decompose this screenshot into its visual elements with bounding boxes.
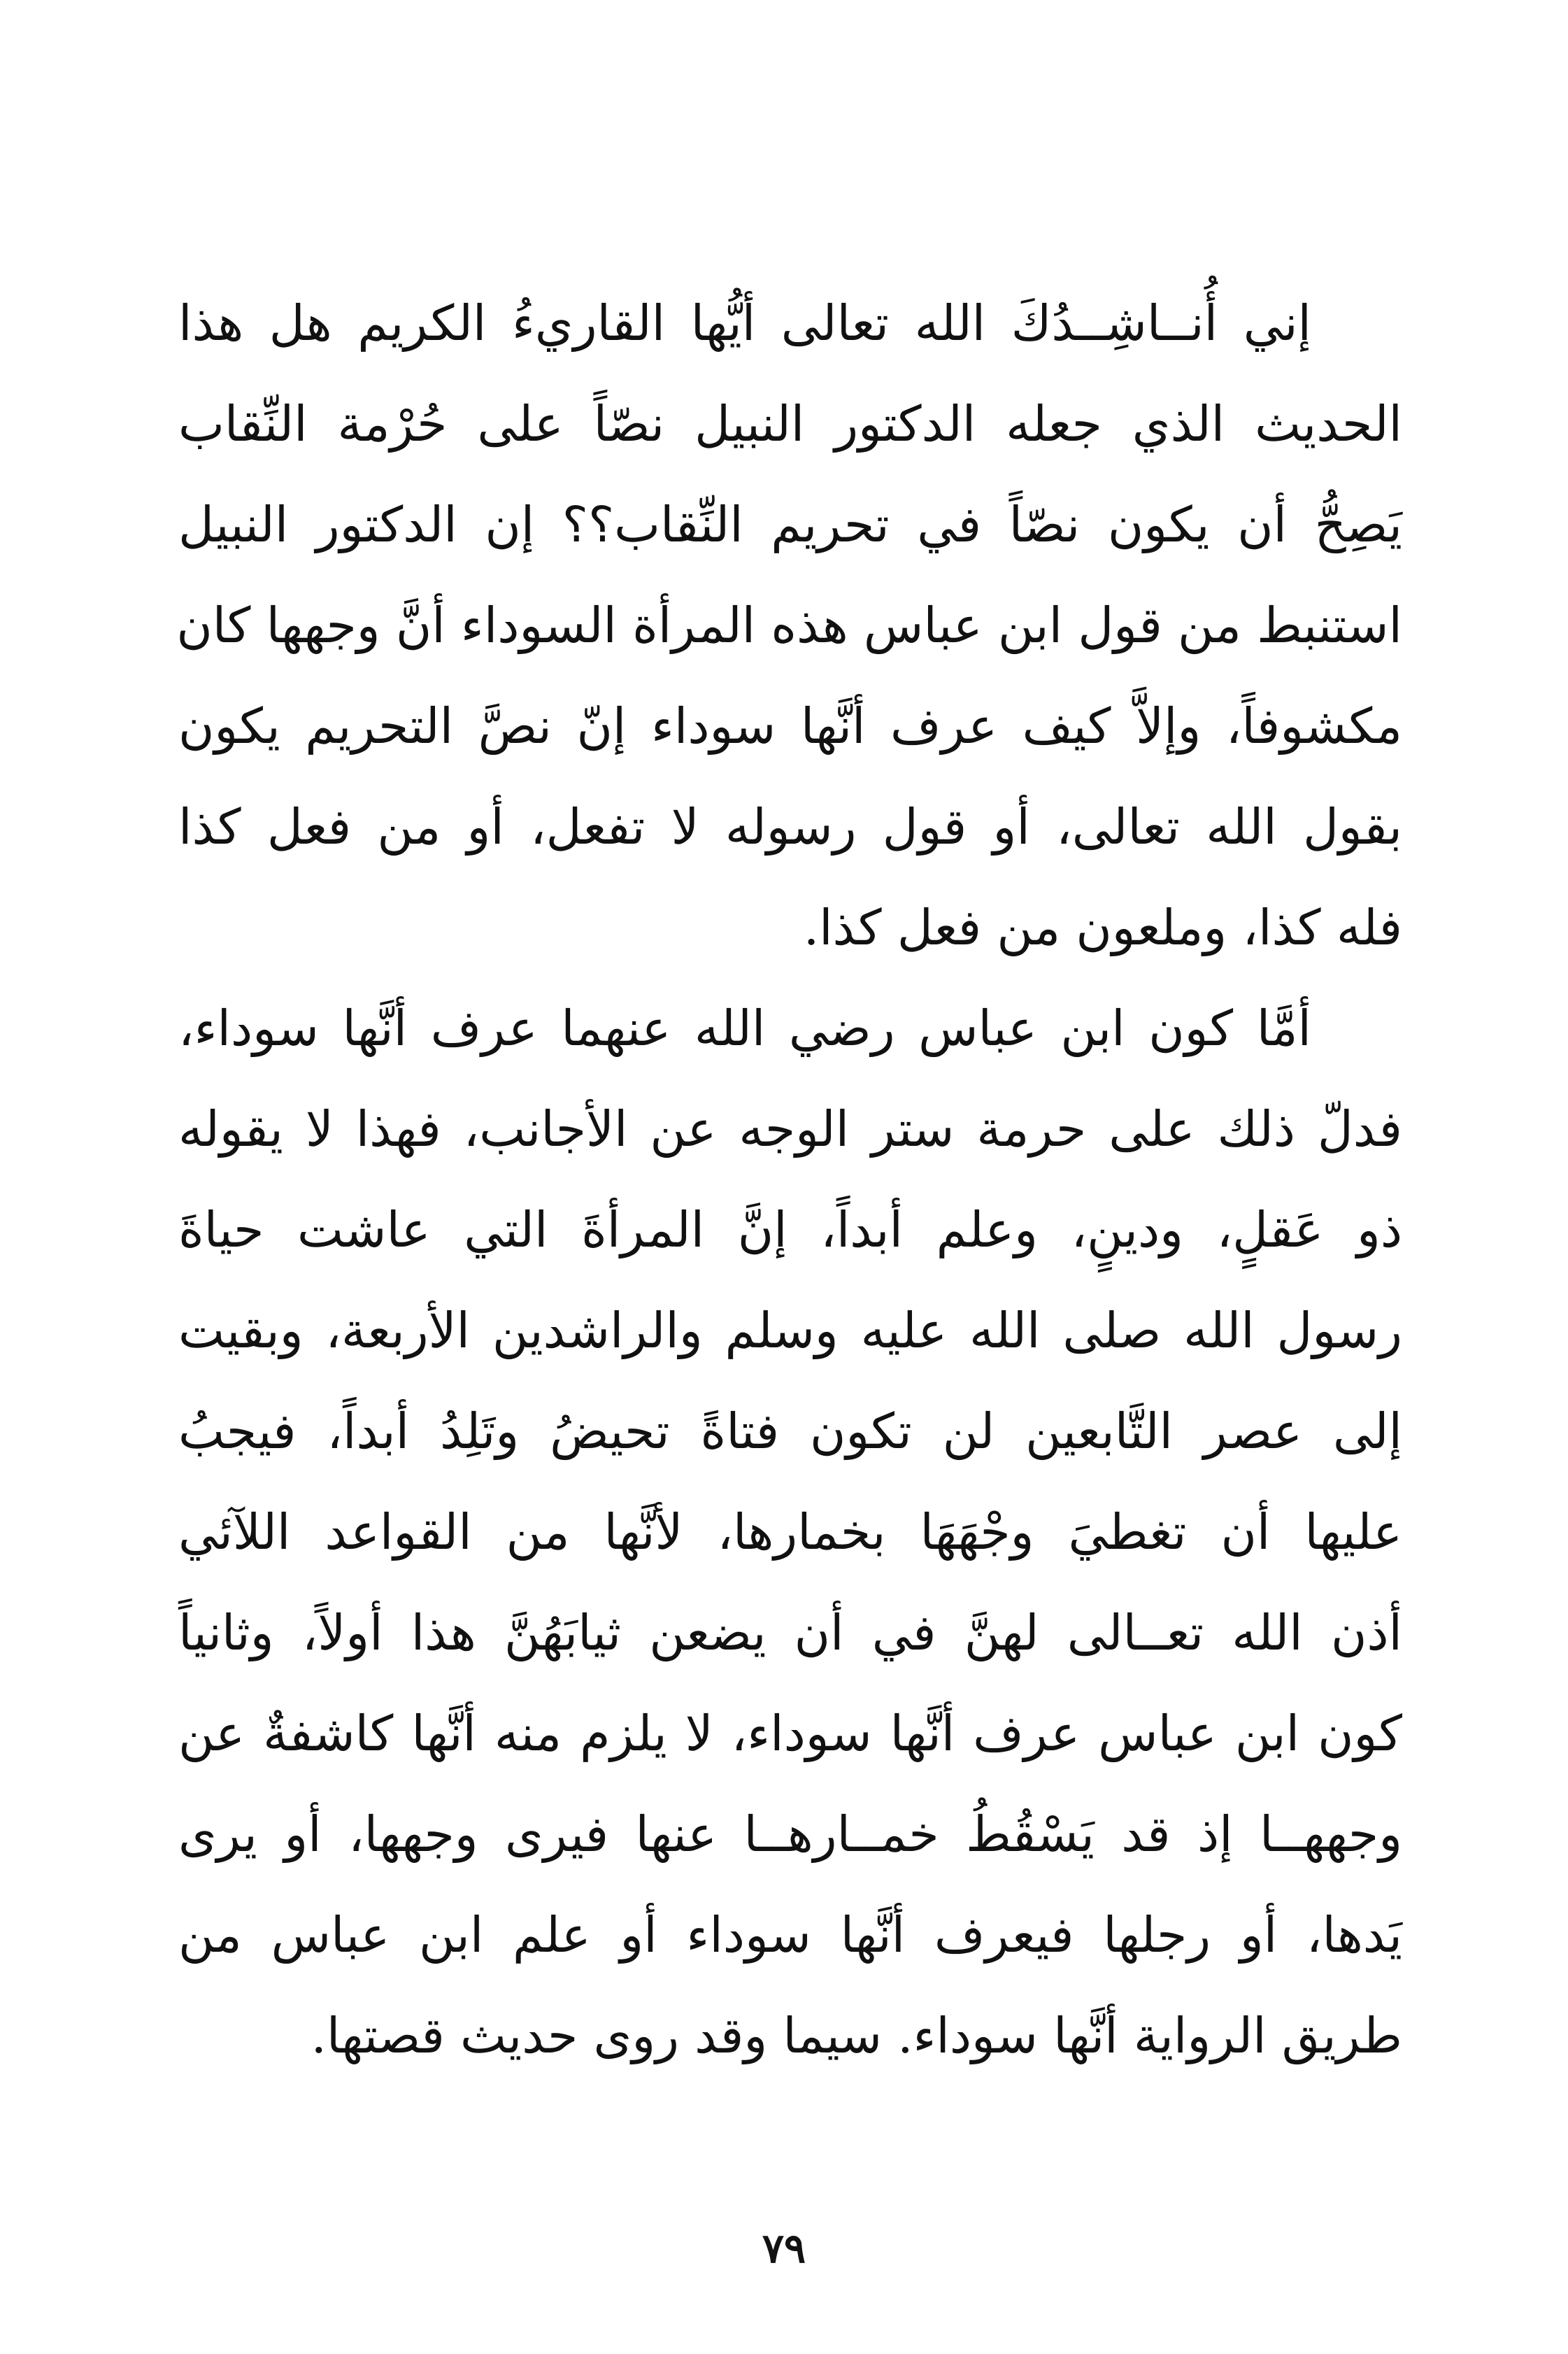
text-line: مكشوفاً، وإلاَّ كيف عرف أنَّها سوداء إنّ نصَّ التحريم يكون: [178, 697, 1402, 755]
text-line: الحديث الذي جعله الدكتور النبيل نصّاً على حُرْمة النِّقاب: [178, 395, 1402, 453]
text-line: كون ابن عباس عرف أنَّها سوداء، لا يلزم منه أنَّها كاشفةٌ عن: [178, 1705, 1402, 1762]
text-line: طريق الرواية أنَّها سوداء. سيما وقد روى حديث قصتها.: [311, 2007, 1402, 2064]
text-line: ذو عَقلٍ، ودينٍ، وعلم أبداً، إنَّ المرأةَ التي عاشت حياةَ: [178, 1201, 1402, 1258]
text-line: يَصِحُّ أن يكون نصّاً في تحريم النِّقاب؟؟ إن الدكتور النبيل: [178, 496, 1402, 553]
text-line: بقول الله تعالى، أو قول رسوله لا تفعل، أو من فعل كذا: [178, 798, 1402, 856]
text-line: يَدها، أو رجلها فيعرف أنَّها سوداء أو علم ابن عباس من: [178, 1906, 1402, 1964]
text-line: فدلّ ذلك على حرمة ستر الوجه عن الأجانب، فهذا لا يقوله: [178, 1100, 1402, 1158]
text-line: أذن الله تعــالى لهنَّ في أن يضعن ثيابَهُنَّ هذا أولاً، وثانياً: [178, 1604, 1402, 1661]
text-line: وجههــا إذ قد يَسْقُطُ خمــارهــا عنها فيرى وجهها، أو يرى: [178, 1806, 1402, 1863]
text-line: أمَّا كون ابن عباس رضي الله عنهما عرف أنَّها سوداء،: [178, 1000, 1311, 1057]
text-line: فله كذا، وملعون من فعل كذا.: [803, 899, 1402, 956]
page-number: ٧٩: [762, 2225, 806, 2272]
text-line: رسول الله صلى الله عليه وسلم والراشدين الأربعة، وبقيت: [178, 1302, 1402, 1359]
text-line: إلى عصر التَّابعين لن تكون فتاةً تحيضُ وتَلِدُ أبداً، فيجبُ: [178, 1403, 1402, 1460]
text-line: استنبط من قول ابن عباس هذه المرأة السوداء أنَّ وجهها كان: [176, 597, 1402, 654]
text-line: عليها أن تغطيَ وجْهَهَا بخمارها، لأنَّها من القواعد اللآئي: [178, 1503, 1402, 1561]
body-text: [178, 273, 1402, 2086]
text-line: إني أُنــاشِــدُكَ الله تعالى أيُّها القاريءُ الكريم هل هذا: [178, 295, 1311, 352]
